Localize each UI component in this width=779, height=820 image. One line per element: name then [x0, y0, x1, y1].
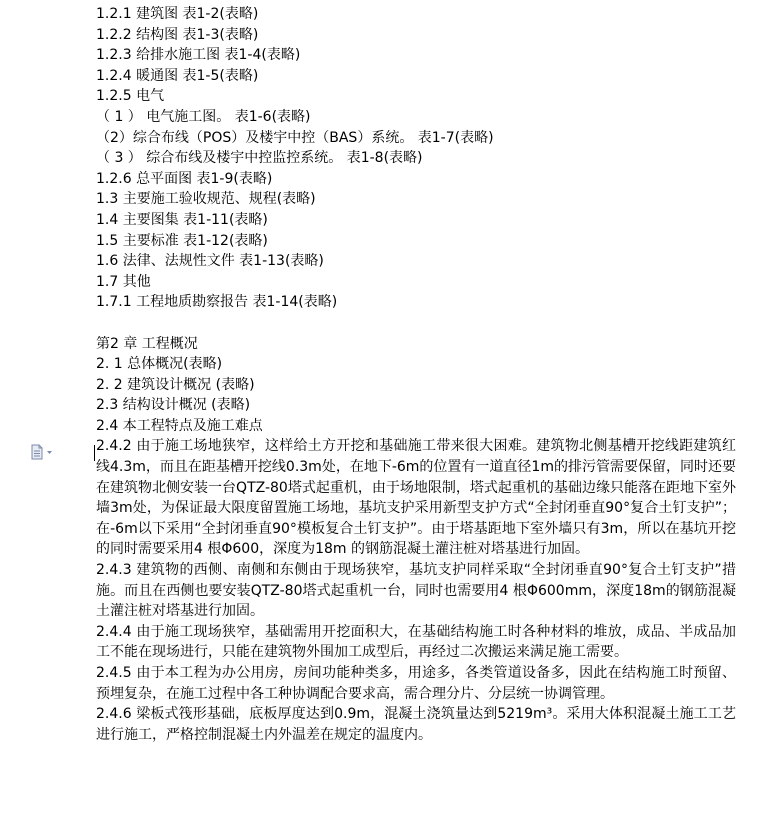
- toc-line: 1.2.4 暖通图 表1-5(表略): [96, 67, 259, 84]
- toc-line: 1.2.6 总平面图 表1-9(表略): [96, 170, 273, 187]
- section-line: 2. 2 建筑设计概况 (表略): [96, 376, 255, 393]
- toc-line: （2）综合布线（POS）及楼宇中控（BAS）系统。 表1-7(表略): [96, 129, 494, 146]
- text-cursor: [94, 445, 95, 461]
- document-options-icon[interactable]: [30, 444, 56, 460]
- toc-line: 1.3 主要施工验收规范、规程(表略): [96, 191, 316, 208]
- paragraph-2-4-5: 2.4.5 由于本工程为办公用房，房间功能种类多，用途多，各类管道设备多，因此在结构施工时预留、预埋复杂，在施工过程中各工种协调配合要求高，需合理分片、分层统一协调管理。: [96, 665, 736, 702]
- toc-line: （ 3 ） 综合布线及楼宇中控监控系统。 表1-8(表略): [96, 150, 423, 167]
- toc-line: 1.5 主要标准 表1-12(表略): [96, 232, 268, 249]
- document-body[interactable]: [96, 4, 736, 745]
- toc-line: （ 1 ） 电气施工图。 表1-6(表略): [96, 108, 311, 125]
- chapter-title: 第2 章 工程概况: [96, 335, 198, 352]
- section-line: 2. 1 总体概况(表略): [96, 356, 223, 373]
- toc-line: 1.7 其他: [96, 273, 151, 290]
- toc-line: 1.2.2 结构图 表1-3(表略): [96, 26, 259, 43]
- section-line: 2.3 结构设计概况 (表略): [96, 397, 251, 414]
- blank-line: [96, 313, 736, 334]
- toc-line: 1.4 主要图集 表1-11(表略): [96, 211, 268, 228]
- toc-line: 1.2.3 给排水施工图 表1-4(表略): [96, 47, 301, 64]
- paragraph-2-4-6: 2.4.6 梁板式筏形基础，底板厚度达到0.9m，混凝土浇筑量达到5219m³。采用大体积混凝土施工工艺进行施工，严格控制混凝土内外温差在规定的温度内。: [96, 706, 736, 743]
- paragraph-2-4-2: 2.4.2 由于施工场地狭窄，这样给土方开挖和基础施工带来很大困难。建筑物北侧基槽开挖线距建筑红线4.3m，而且在距基槽开挖线0.3m处，在地下-6m的位置有一道直径1m的排污管需要保留，同时还要在建筑物北侧安装一台QTZ-80塔式起重机，由于场地限制，塔式起重机的基础边缘只能落在距地下室外墙3m处，为保证最大限度留置施工场地，基坑支护采用新型支护方式“全封闭垂直90°复合土钉支护”；在-6m以下采用“全封闭垂直90°模板复合土钉支护”。由于塔基距地下室外墙只有3m，所以在基坑开挖的同时需要采用4 根Φ600，深度为18m 的钢筋混凝土灌注桩对塔基进行加固。: [96, 438, 736, 558]
- toc-line: 1.2.5 电气: [96, 88, 165, 105]
- paragraph-2-4-4: 2.4.4 由于施工现场狭窄，基础需用开挖面积大，在基础结构施工时各种材料的堆放，成品、半成品加工不能在现场进行，只能在建筑物外围加工成型后，再经过二次搬运来满足施工需要。: [96, 623, 736, 661]
- paragraph-2-4-3: 2.4.3 建筑物的西侧、南侧和东侧由于现场狭窄，基坑支护同样采取“全封闭垂直90°复合土钉支护”措施。而且在西侧也要安装QTZ-80塔式起重机一台，同时也需要用4 根Φ600mm，深度18m的钢筋混凝土灌注桩对塔基进行加固。: [96, 562, 736, 620]
- toc-line: 1.2.1 建筑图 表1-2(表略): [96, 6, 259, 22]
- toc-line: 1.6 法律、法规性文件 表1-13(表略): [96, 253, 324, 270]
- section-line: 2.4 本工程特点及施工难点: [96, 417, 263, 434]
- toc-line: 1.7.1 工程地质勘察报告 表1-14(表略): [96, 294, 338, 311]
